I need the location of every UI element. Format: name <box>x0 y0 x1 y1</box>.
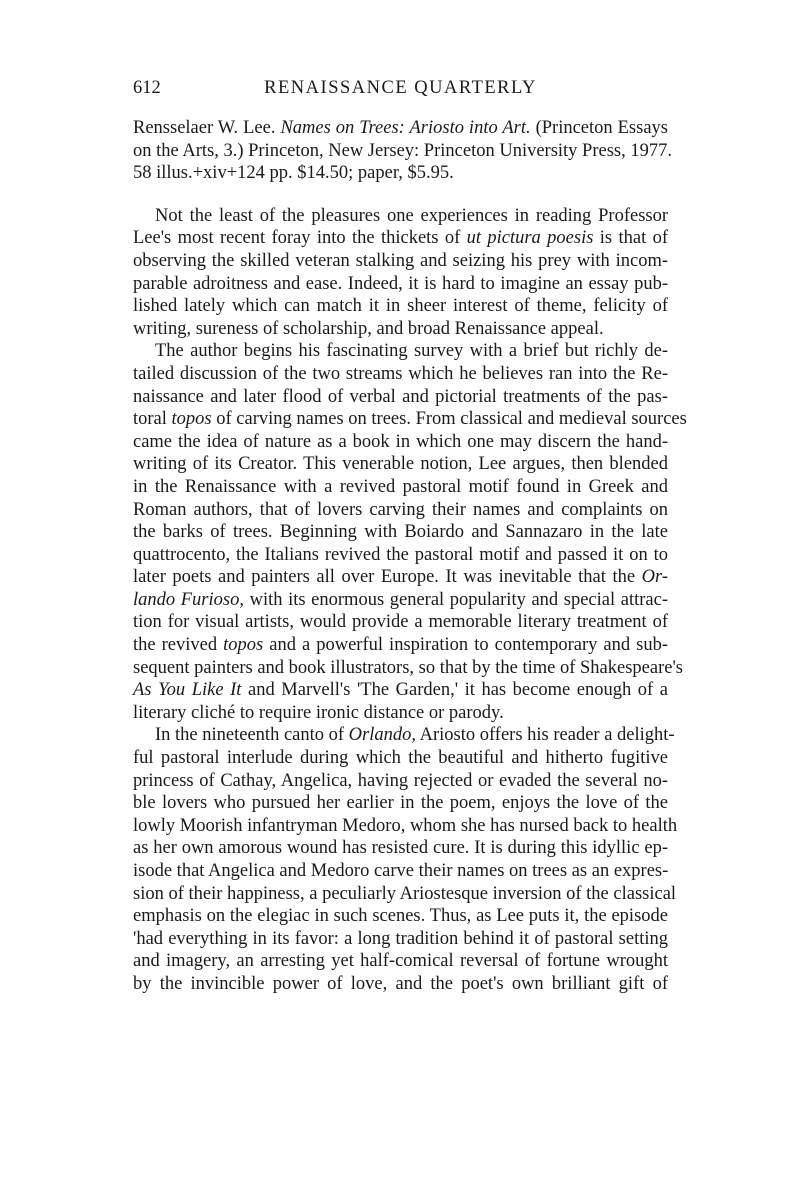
text-run: by the invincible power of love, and the poet's own brilliant gift of <box>133 973 668 994</box>
text-line <box>133 117 668 140</box>
text-line <box>133 928 668 951</box>
text-run: ble lovers who pursued her earlier in the poem, enjoys the love of the <box>133 793 668 814</box>
text-run: isode that Angelica and Medoro carve their names on trees as an expres- <box>133 861 669 881</box>
text-run: tion for visual artists, would provide a memorable literary treatment of <box>133 612 668 633</box>
text-line <box>133 521 668 544</box>
text-run: is that of <box>593 228 668 249</box>
text-line <box>133 611 668 634</box>
text-run: Lee's most recent foray into the thickets of <box>133 228 467 249</box>
text-line <box>133 453 668 476</box>
text-run: on the Arts, 3.) Princeton, New Jersey: Princeton University Press, 1977. <box>133 140 672 161</box>
italic-text: Orlando, <box>348 725 416 746</box>
text-line <box>133 634 668 657</box>
text-line <box>133 905 668 928</box>
text-line <box>133 140 672 163</box>
text-run: Ariosto offers his reader a delight- <box>416 725 675 746</box>
text-run: in the Renaissance with a revived pastoral motif found in Greek and <box>133 476 668 497</box>
text-run: princess of Cathay, Angelica, having rejected or evaded the several no- <box>133 770 668 791</box>
text-line <box>133 792 668 815</box>
text-run: naissance and later flood of verbal and pictorial treatments of the pas- <box>133 386 668 407</box>
text-line <box>133 162 668 185</box>
text-run: emphasis on the elegiac in such scenes. Thus, as Lee puts it, the episode <box>133 906 668 927</box>
text-run: parable adroitness and ease. Indeed, it is hard to imagine an essay pub- <box>133 273 668 294</box>
italic-text: Or- <box>641 567 668 588</box>
text-run: lished lately which can match it in sheer interest of theme, felicity of <box>133 296 668 317</box>
text-line <box>133 340 668 363</box>
text-line <box>133 883 677 906</box>
text-line <box>133 724 675 747</box>
text-run: observing the skilled veteran stalking and seizing his prey with incom- <box>133 250 668 271</box>
text-run: The author begins his fascinating survey with a brief but richly de- <box>155 341 668 362</box>
italic-text: lando Furioso, <box>133 589 244 610</box>
text-line <box>133 860 668 883</box>
text-line <box>133 431 668 454</box>
text-run: quattrocento, the Italians revived the pastoral motif and passed it on to <box>133 544 668 565</box>
text-run: sequent painters and book illustrators, so that by the time of Shakespeare's <box>133 657 683 678</box>
text-run: lowly Moorish infantryman Medoro, whom she has nursed back to health <box>133 815 678 836</box>
text-line <box>133 408 687 431</box>
text-run: Rensselaer W. Lee. <box>133 118 281 138</box>
paragraph <box>133 724 678 995</box>
page-number: 612 <box>133 78 161 98</box>
text-run: writing, sureness of scholarship, and broad Renaissance appeal. <box>133 318 604 339</box>
text-run: ful pastoral interlude during which the beautiful and hitherto fugitive <box>133 748 668 769</box>
text-line <box>133 386 668 409</box>
italic-text: ut pictura poesis <box>466 228 594 249</box>
text-line <box>133 973 668 996</box>
text-run: and a powerful inspiration to contemporary and sub- <box>263 635 668 656</box>
text-line <box>133 702 668 725</box>
body-text <box>133 117 687 996</box>
text-run: Roman authors, that of lovers carving their names and complaints on <box>133 499 668 520</box>
page-header <box>133 78 668 102</box>
text-run: literary cliché to require ironic distance or parody. <box>133 702 504 723</box>
text-line <box>133 476 668 499</box>
text-line <box>133 657 683 680</box>
text-run: sion of their happiness, a peculiarly Ariostesque inversion of the classical <box>133 883 677 904</box>
text-run: In the nineteenth canto of <box>155 725 349 746</box>
text-line <box>133 589 668 612</box>
text-run: toral <box>133 409 172 430</box>
text-run: (Princeton Essays <box>530 118 668 138</box>
italic-text: topos <box>223 635 264 656</box>
text-line <box>133 770 668 793</box>
text-run: the revived <box>133 635 224 656</box>
text-run: and imagery, an arresting yet half-comical reversal of fortune wrought <box>133 951 668 972</box>
text-run: of carving names on trees. From classical and medieval sources <box>211 409 687 430</box>
text-run: as her own amorous wound has resisted cure. It is during this idyllic ep- <box>133 838 668 859</box>
text-run: later poets and painters all over Europe. It was inevitable that the <box>133 567 642 588</box>
running-title: RENAISSANCE QUARTERLY <box>264 78 537 98</box>
text-run: tailed discussion of the two streams which he believes ran into the Re- <box>133 363 668 384</box>
paragraph <box>133 205 668 341</box>
text-line <box>133 544 668 567</box>
text-line <box>133 227 668 250</box>
text-run: with its enormous general popularity and special attrac- <box>243 589 668 610</box>
text-line <box>133 250 668 273</box>
text-run: Not the least of the pleasures one experiences in reading Professor <box>155 205 668 226</box>
text-run: and Marvell's 'The Garden,' it has become enough of a <box>241 680 668 701</box>
text-line <box>133 679 668 702</box>
text-line <box>133 295 668 318</box>
text-line <box>133 205 668 228</box>
text-line <box>133 815 678 838</box>
text-line <box>133 566 668 589</box>
book-citation <box>133 117 672 185</box>
text-run: the barks of trees. Beginning with Boiardo and Sannazaro in the late <box>133 522 668 543</box>
italic-text: topos <box>171 409 212 430</box>
text-line <box>133 499 668 522</box>
text-line <box>133 318 668 341</box>
text-run: 'had everything in its favor: a long tradition behind it of pastoral setting <box>133 928 668 949</box>
italic-text: As You Like It <box>133 680 242 701</box>
text-line <box>133 363 668 386</box>
text-run: came the idea of nature as a book in which one may discern the hand- <box>133 431 668 452</box>
italic-text: Names on Trees: Ariosto into Art. <box>280 118 531 138</box>
text-line <box>133 747 668 770</box>
text-run: 58 illus.+xiv+124 pp. $14.50; paper, $5.95. <box>133 163 454 184</box>
spacer <box>133 185 668 205</box>
paragraph <box>133 340 687 724</box>
text-line <box>133 837 668 860</box>
text-line <box>133 950 668 973</box>
text-line <box>133 273 668 296</box>
text-run: writing of its Creator. This venerable notion, Lee argues, then blended <box>133 454 668 475</box>
